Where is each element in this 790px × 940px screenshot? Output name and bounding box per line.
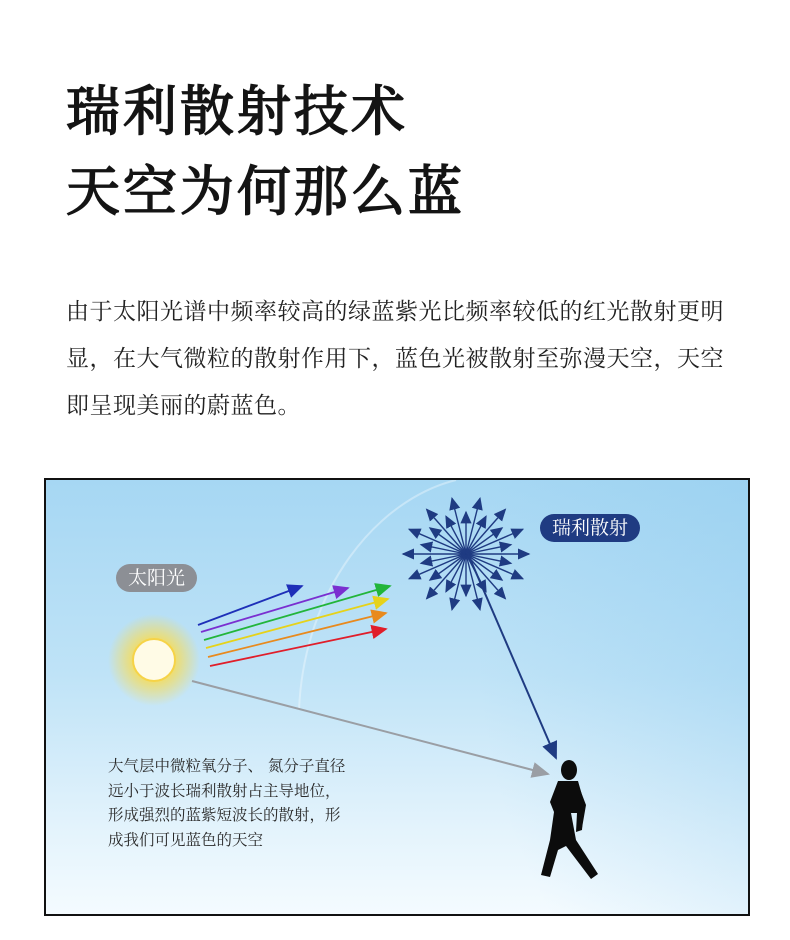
rayleigh-scattering-label: 瑞利散射 (540, 514, 640, 542)
sunlight-label: 太阳光 (116, 564, 197, 592)
intro-paragraph: 由于太阳光谱中频率较高的绿蓝紫光比频率较低的红光散射更明显，在大气微粒的散射作用下，蓝色光被散射至弥漫天空，天空即呈现美丽的蔚蓝色。 (66, 299, 724, 419)
sun-icon (133, 639, 175, 681)
page-title-line1: 瑞利散射技术 (66, 80, 408, 143)
rayleigh-scattering-diagram (44, 478, 750, 916)
page-title-line2: 天空为何那么蓝 (66, 160, 465, 223)
diagram-caption: 大气层中微粒氧分子、 氮分子直径远小于波长瑞利散射占主导地位，形成强烈的蓝紫短波长的散射，形成我们可见蓝色的天空 (108, 757, 346, 849)
sky-dome (286, 480, 748, 914)
